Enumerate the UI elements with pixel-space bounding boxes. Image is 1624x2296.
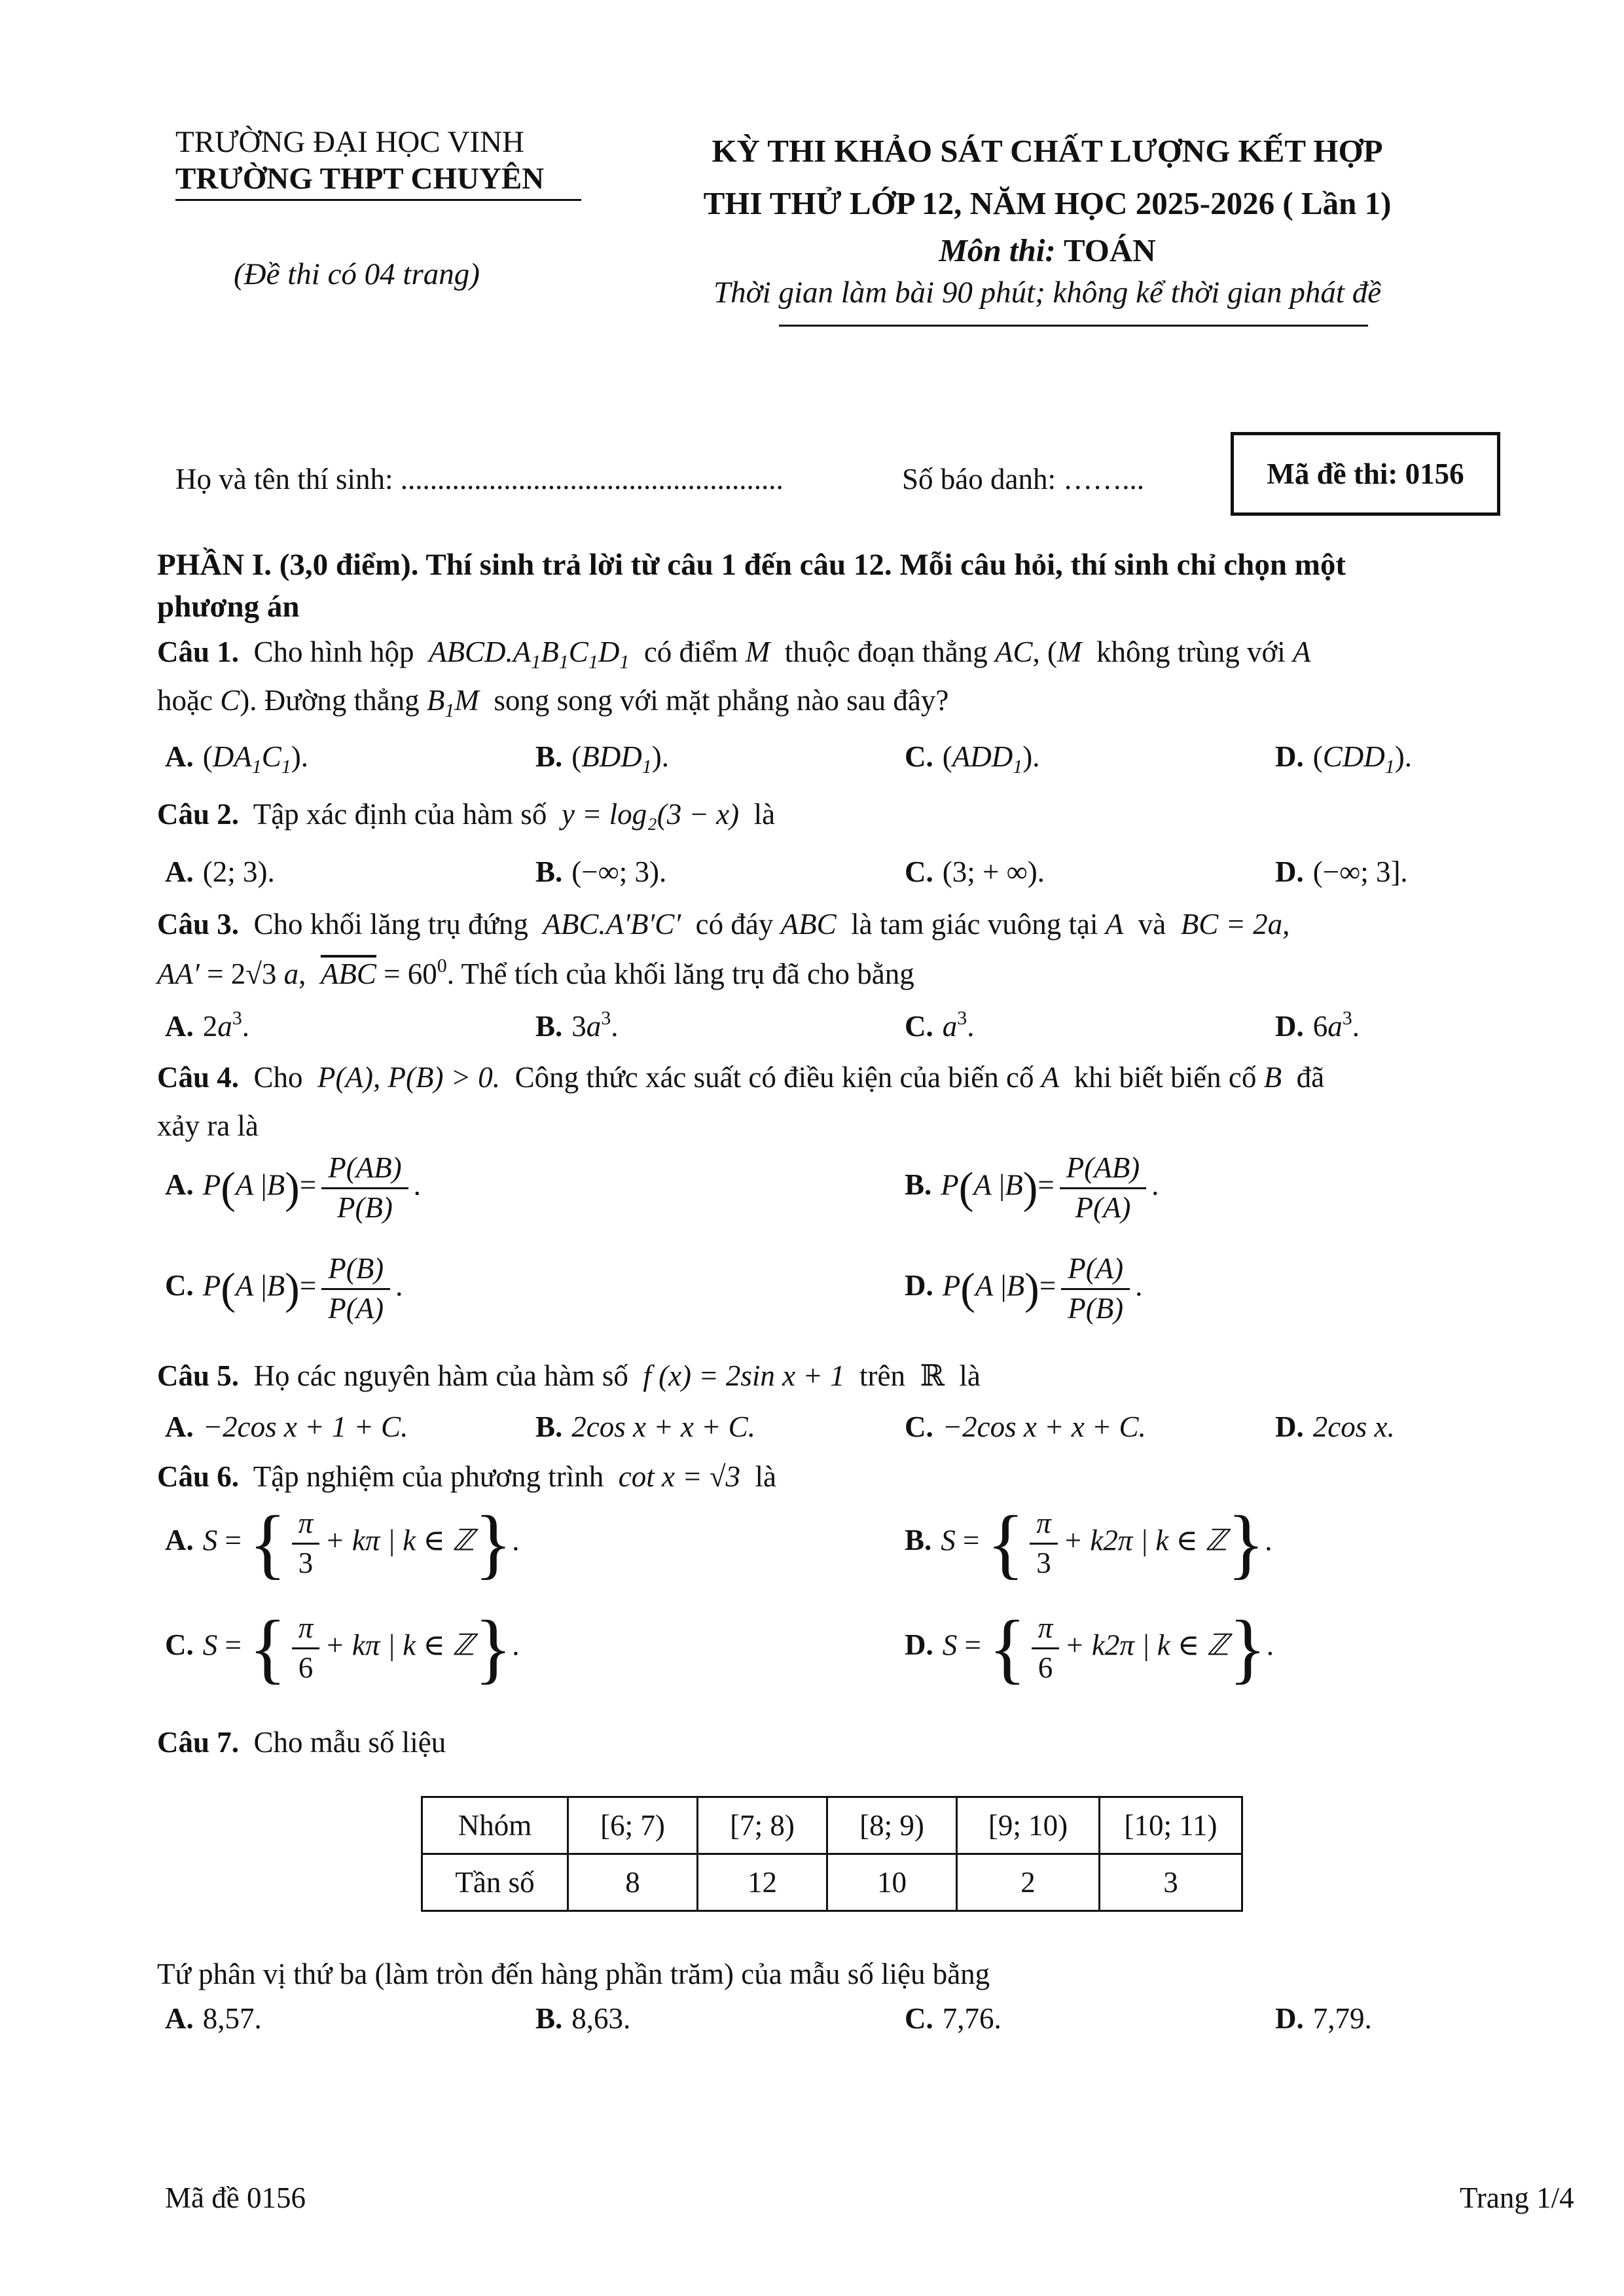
q3-option-d[interactable]: D. $6a^3$. [1275, 1007, 1360, 1043]
q1-option-a[interactable]: A. $(DA_1C_1)$. [165, 740, 309, 778]
school-underline [175, 199, 581, 201]
q4-text-2: Công thức xác suất có điều kiện của biến cố [514, 1061, 1034, 1094]
q1-text-6: ). Đường thẳng [240, 684, 420, 717]
subject: TOÁN [1063, 232, 1156, 268]
q2-function: y = log₂(3 − x) [561, 798, 740, 831]
q1-stem-2: hoặc C). Đường thẳng $B_1M$ song song với mặt phẳng nào sau đây? [157, 684, 949, 721]
table-cell: 12 [698, 1854, 827, 1911]
q7-label: Câu 7. [157, 1726, 240, 1759]
q5-option-b[interactable]: B. 2cos x + x + C. [535, 1410, 755, 1443]
exam-title-2: THI THỬ LỚP 12, NĂM HỌC 2025-2026 ( Lần 1) [703, 185, 1392, 221]
q5-label: Câu 5. [157, 1359, 240, 1392]
table-cell: [8; 9) [827, 1797, 957, 1854]
time-note: Thời gian làm bài 90 phút; không kể thời gian phát đề [713, 276, 1382, 310]
q3-text-2: có đáy [695, 908, 774, 941]
q3-text-5: . Thể tích của khối lăng trụ đã cho bằng [446, 958, 914, 990]
table-header-cell: Tần số [422, 1854, 568, 1911]
part1-instruction: PHẦN I. (3,0 điểm). Thí sinh trả lời từ câu 1 đến câu 12. Mỗi câu hỏi, thí sinh chỉ chọn một [157, 548, 1346, 582]
q3-bc: BC = 2a, [1180, 908, 1290, 941]
q3-stem: Câu 3. Cho khối lăng trụ đứng ABC.A′B′C′ có đáy ABC là tam giác vuông tại A và BC = 2a, [157, 908, 1290, 941]
subject-line [668, 230, 1427, 270]
table-cell: 8 [568, 1854, 698, 1911]
q3-text-4: và [1138, 908, 1166, 941]
q1-text-7: song song với mặt phẳng nào sau đây? [494, 684, 949, 717]
q4-stem-2: xảy ra là [157, 1109, 259, 1142]
q5-function: f (x) = 2sin x + 1 [643, 1359, 845, 1392]
q2-stem [157, 796, 1506, 833]
q4-option-d[interactable]: D. P(A |B)= $\frac{P(A)}{P(B)}$ . [905, 1252, 1143, 1325]
q7-option-b[interactable]: B. 8,63. [535, 2002, 631, 2035]
q4-condition: P(A), P(B) > 0. [317, 1061, 501, 1094]
q3-text-1: Cho khối lăng trụ đứng [253, 908, 528, 941]
q7-text: Cho mẫu số liệu [253, 1726, 446, 1759]
table-row [422, 1854, 1242, 1911]
q6-option-c[interactable]: C. S = { $\frac{\pi}{6}$ + kπ | k ∈ ℤ}. [165, 1604, 520, 1691]
q6-option-a[interactable]: A. S = { $\frac{\pi}{3}$ + kπ | k ∈ ℤ}. [165, 1499, 520, 1587]
q4-stem: Câu 4. Cho P(A), P(B) > 0. Công thức xác suất có điều kiện của biến cố A khi biết biến cố B đã [157, 1061, 1325, 1094]
q3-text-3: là tam giác vuông tại [851, 908, 1098, 941]
q5-option-c[interactable]: C. −2cos x + x + C. [905, 1410, 1146, 1443]
exam-code-box: Mã đề thi: 0156 [1231, 432, 1500, 516]
q5-suffix: là [959, 1359, 981, 1392]
school-name: TRƯỜNG THPT CHUYÊN [175, 162, 545, 196]
q1-stem: Câu 1. Cho hình hộp $ABCD.A_1B_1C_1D_1$ có điểm M thuộc đoạn thẳng AC, (M không trùng với A [157, 636, 1311, 673]
q3-stem-2: AA′ = 2√3 a, $\overline{ABC} = 60^0$. Thể tích của khối lăng trụ đã cho bằng [157, 955, 914, 990]
part1-instruction-2: phương án [157, 590, 300, 624]
footer-page-number: Trang 1/4 [1460, 2181, 1574, 2214]
q5-option-a[interactable]: A. −2cos x + 1 + C. [165, 1410, 408, 1443]
q6-suffix: là [755, 1460, 777, 1493]
table-cell: 3 [1100, 1854, 1242, 1911]
q4-option-c[interactable]: C. P(A |B)= $\frac{P(B)}{P(A)}$ . [165, 1252, 403, 1325]
q4-text-1: Cho [253, 1061, 303, 1094]
table-cell: 2 [957, 1854, 1100, 1911]
q7-option-a[interactable]: A. 8,57. [165, 2002, 262, 2035]
q6-option-d[interactable]: D. S = { $\frac{\pi}{6}$ + k2π | k ∈ ℤ}. [905, 1604, 1274, 1691]
q1-label: Câu 1. [157, 636, 240, 668]
q3-option-a[interactable]: A. $2a^3$. [165, 1007, 249, 1043]
q2-text: Tập xác định của hàm số [253, 798, 547, 831]
q1-text-1: Cho hình hộp [253, 636, 414, 668]
q5-text: Họ các nguyên hàm của hàm số [253, 1359, 628, 1392]
footer-code: Mã đề 0156 [165, 2181, 306, 2214]
table-cell: [10; 11) [1100, 1797, 1242, 1854]
q6-label: Câu 6. [157, 1460, 240, 1493]
q6-option-b[interactable]: B. S = { $\frac{\pi}{3}$ + k2π | k ∈ ℤ}. [905, 1499, 1272, 1587]
q1-text-2: có điểm [643, 636, 738, 668]
q4-text-4: đã [1296, 1061, 1325, 1094]
table-cell: [6; 7) [568, 1797, 698, 1854]
q3-label: Câu 3. [157, 908, 240, 941]
q5-stem [157, 1357, 1506, 1394]
q5-text-2: trên [859, 1359, 905, 1392]
q7-stem [157, 1724, 1506, 1761]
q5-option-d[interactable]: D. 2cos x. [1275, 1410, 1395, 1443]
frequency-table [421, 1796, 1243, 1912]
q4-option-a[interactable]: A. P(A |B)= $\frac{P(AB)}{P(B)}$ . [165, 1151, 421, 1224]
q4-label: Câu 4. [157, 1061, 240, 1094]
q6-text: Tập nghiệm của phương trình [253, 1460, 604, 1493]
q7-option-c[interactable]: C. 7,76. [905, 2002, 1001, 2035]
table-header-cell: Nhóm [422, 1797, 568, 1854]
q5-set: ℝ [920, 1359, 945, 1392]
q2-option-b[interactable]: B. (−∞; 3). [535, 855, 667, 888]
q4-option-b[interactable]: B. P(A |B)= $\frac{P(AB)}{P(A)}$ . [905, 1151, 1159, 1224]
q2-suffix: là [753, 798, 776, 831]
q3-option-b[interactable]: B. $3a^3$. [535, 1007, 619, 1043]
q2-option-a[interactable]: A. (2; 3). [165, 855, 275, 888]
q7-option-d[interactable]: D. 7,79. [1275, 2002, 1372, 2035]
subject-label: Môn thi: [939, 232, 1056, 268]
q1-option-c[interactable]: C. $(ADD_1)$. [905, 740, 1040, 778]
q1-text-5: hoặc [157, 684, 213, 717]
q1-text-3: thuộc đoạn thẳng [784, 636, 988, 668]
q4-text-3: khi biết biến cố [1074, 1061, 1257, 1094]
q7-question: Tứ phân vị thứ ba (làm tròn đến hàng phần trăm) của mẫu số liệu bằng [157, 1958, 990, 1990]
q2-option-c[interactable]: C. (3; + ∞). [905, 855, 1045, 888]
university-name: TRƯỜNG ĐẠI HỌC VINH [175, 125, 524, 159]
q1-option-b[interactable]: B. $(BDD_1)$. [535, 740, 669, 778]
table-row [422, 1797, 1242, 1854]
table-cell: 10 [827, 1854, 957, 1911]
q3-prism: ABC.A′B′C′ [543, 908, 681, 941]
title-underline [779, 325, 1368, 327]
exam-title-1: KỲ THI KHẢO SÁT CHẤT LƯỢNG KẾT HỢP [712, 133, 1383, 169]
q6-stem [157, 1458, 1506, 1495]
table-cell: [9; 10) [957, 1797, 1100, 1854]
candidate-name-field: Họ và tên thí sinh: .................................................... [175, 463, 784, 495]
table-cell: [7; 8) [698, 1797, 827, 1854]
q6-equation: cot x = √3 [618, 1460, 741, 1493]
candidate-id-field: Số báo danh: ……... [902, 463, 1144, 495]
q1-text-4: không trùng với [1096, 636, 1286, 668]
q2-option-d[interactable]: D. (−∞; 3]. [1275, 855, 1408, 888]
pages-note: (Đề thi có 04 trang) [234, 257, 480, 291]
q1-option-d[interactable]: D. $(CDD_1)$. [1275, 740, 1413, 778]
q2-label: Câu 2. [157, 798, 240, 831]
q3-option-c[interactable]: C. $a^3$. [905, 1007, 975, 1043]
